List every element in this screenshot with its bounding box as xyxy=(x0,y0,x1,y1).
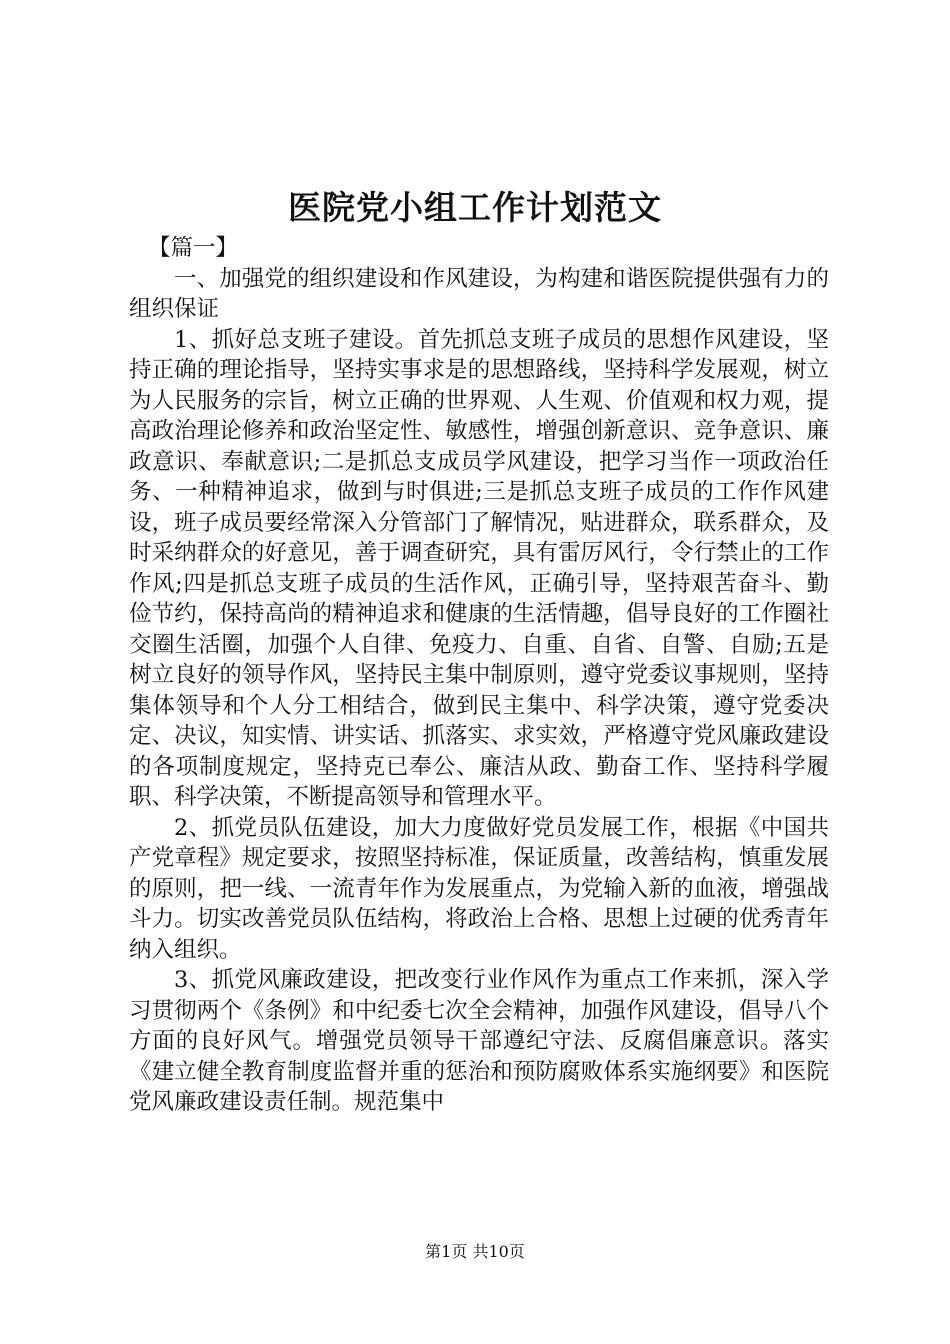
page-footer: 第1页 共10页 xyxy=(425,1242,525,1261)
paragraph-2: 1、抓好总支班子建设。首先抓总支班子成员的思想作风建设，坚持正确的理论指导，坚持实事求是的思想路线，坚持科学发展观，树立为人民服务的宗旨，树立正确的世界观、人生观、价值观和权力观，提高政治理论修养和政治坚定性、敏感性，增强创新意识、竞争意识、廉政意识、奉献意识;二是抓总支成员学风建设，把学习当作一项政治任务、一种精神追求，做到与时俱进;三是抓总支班子成员的工作作风建设，班子成员要经常深入分管部门了解情况，贴进群众，联系群众，及时采纳群众的好意见，善于调查研究，具有雷厉风行，令行禁止的工作作风;四是抓总支班子成员的生活作风，正确引导，坚持艰苦奋斗、勤俭节约，保持高尚的精神追求和健康的生活情趣，倡导良好的工作圈社交圈生活圈，加强个人自律、免疫力、自重、自省、自警、自励;五是树立良好的领导作风，坚持民主集中制原则，遵守党委议事规则，坚持集体领导和个人分工相结合，做到民主集中、科学决策，遵守党委决定、决议，知实情、讲实话、抓落实、求实效，严格遵守党风廉政建设的各项制度规定，坚持克已奉公、廉洁从政、勤奋工作、坚持科学履职、科学决策，不断提高领导和管理水平。 xyxy=(129,326,829,810)
paragraph-4: 3、抓党风廉政建设，把改变行业作风作为重点工作来抓，深入学习贯彻两个《条例》和中纪委七次全会精神，加强作风建设，倡导八个方面的良好风气。增强党员领导干部遵纪守法、反腐倡廉意识。落实《建立健全教育制度监督并重的惩治和预防腐败体系实施纲要》和医院党风廉政建设责任制。规范集中 xyxy=(129,967,829,1115)
paragraph-3: 2、抓党员队伍建设，加大力度做好党员发展工作，根据《中国共产党章程》规定要求，按照坚持标准，保证质量，改善结构，慎重发展的原则，把一线、一流青年作为发展重点，为党输入新的血液，增强战斗力。切实改善党员队伍结构，将政治上合格、思想上过硬的优秀青年纳入组织。 xyxy=(129,814,829,963)
paragraph-1: 一、加强党的组织建设和作风建设，为构建和谐医院提供强有力的组织保证 xyxy=(129,265,829,322)
section-label: 【篇一】 xyxy=(148,235,239,261)
document-title: 医院党小组工作计划范文 xyxy=(288,188,662,227)
document-body xyxy=(129,233,829,1118)
